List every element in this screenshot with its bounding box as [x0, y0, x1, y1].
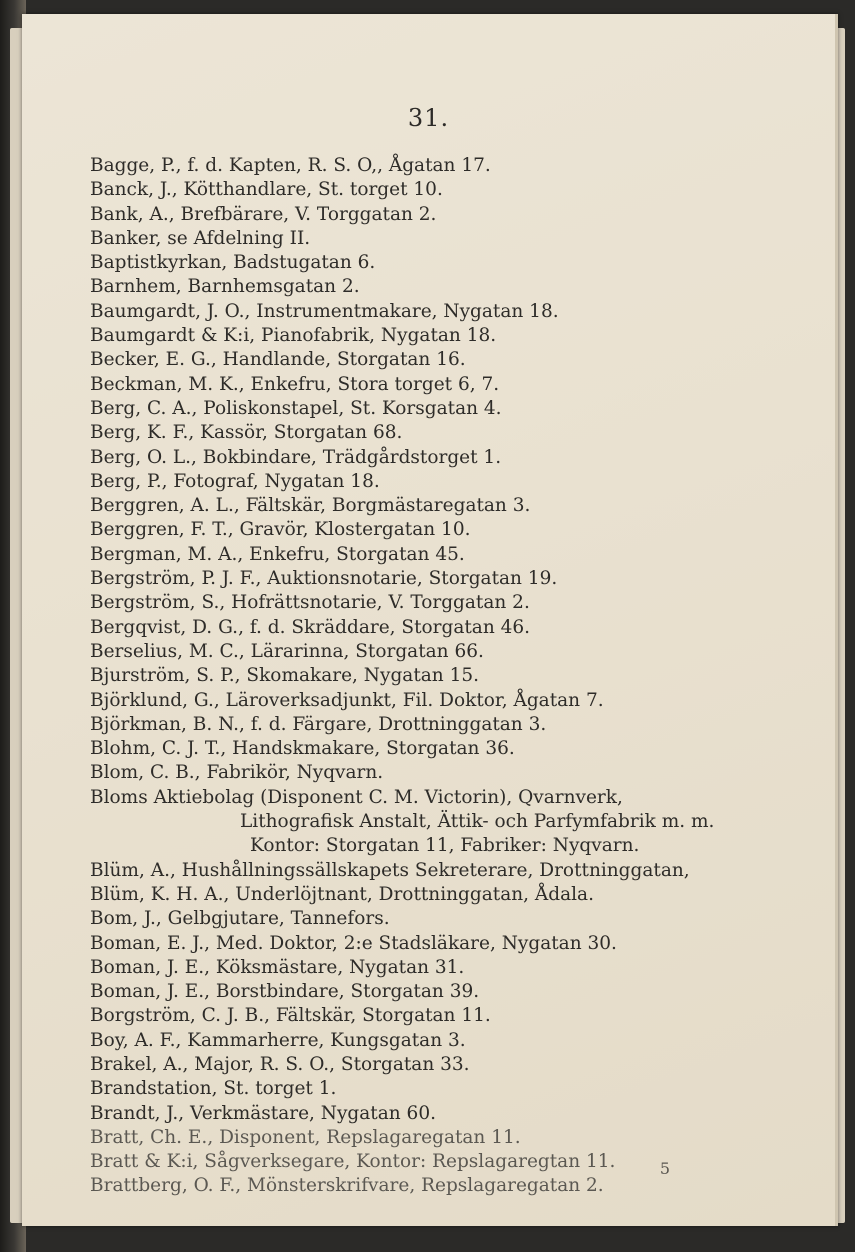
book-page — [22, 14, 838, 1226]
directory-entry: Blom, C. B., Fabrikör, Nyqvarn. — [90, 762, 384, 784]
directory-entry: Boman, J. E., Borstbindare, Storgatan 39. — [90, 981, 480, 1003]
directory-entry: Baumgardt, J. O., Instrumentmakare, Nygatan 18. — [90, 300, 559, 322]
directory-entry: Bloms Aktiebolag (Disponent C. M. Victorin), Qvarnverk, — [90, 786, 623, 808]
directory-entry: Bjurström, S. P., Skomakare, Nygatan 15. — [90, 665, 479, 687]
directory-entry: Blüm, K. H. A., Underlöjtnant, Drottninggatan, Ådala. — [90, 883, 594, 905]
directory-entry: Bergman, M. A., Enkefru, Storgatan 45. — [90, 543, 465, 565]
directory-entry: Bergqvist, D. G., f. d. Skräddare, Storgatan 46. — [90, 616, 531, 638]
directory-entry: Brandstation, St. torget 1. — [90, 1078, 337, 1100]
directory-entry: Bratt, Ch. E., Disponent, Repslagaregatan 11. — [90, 1126, 521, 1148]
signature-mark: 5 — [659, 1159, 670, 1178]
directory-entry: Baumgardt & K:i, Pianofabrik, Nygatan 18. — [90, 325, 497, 347]
directory-entry: Berg, C. A., Poliskonstapel, St. Korsgatan 4. — [90, 397, 502, 419]
directory-entry: Bom, J., Gelbgjutare, Tannefors. — [90, 908, 390, 930]
directory-entry: Boy, A. F., Kammarherre, Kungsgatan 3. — [90, 1029, 466, 1051]
directory-entry: Bergström, P. J. F., Auktionsnotarie, Storgatan 19. — [90, 568, 558, 590]
directory-entry: Brandt, J., Verkmästare, Nygatan 60. — [90, 1102, 436, 1124]
directory-entry-continuation: Kontor: Storgatan 11, Fabriker: Nyqvarn. — [250, 835, 640, 857]
directory-entry: Boman, E. J., Med. Doktor, 2:e Stadsläkare, Nygatan 30. — [90, 932, 617, 954]
directory-entry: Berggren, A. L., Fältskär, Borgmästaregatan 3. — [90, 495, 531, 517]
directory-entry: Bank, A., Brefbärare, V. Torggatan 2. — [90, 203, 437, 225]
directory-entry: Berggren, F. T., Gravör, Klostergatan 10. — [90, 519, 471, 541]
directory-entry-continuation: Lithografisk Anstalt, Ättik- och Parfymfabrik m. m. — [240, 811, 715, 833]
directory-entry: Baptistkyrkan, Badstugatan 6. — [90, 252, 376, 274]
directory-entry: Bratt & K:i, Sågverksegare, Kontor: Repslagaregtan 11. — [90, 1151, 616, 1173]
directory-entry: Becker, E. G., Handlande, Storgatan 16. — [90, 349, 466, 371]
directory-entry: Barnhem, Barnhemsgatan 2. — [90, 276, 360, 298]
directory-entry: Bergström, S., Hofrättsnotarie, V. Torggatan 2. — [90, 592, 530, 614]
directory-entry: Beckman, M. K., Enkefru, Stora torget 6, 7. — [90, 373, 500, 395]
directory-entry: Berselius, M. C., Lärarinna, Storgatan 66. — [90, 640, 484, 662]
directory-entry: Björklund, G., Läroverksadjunkt, Fil. Doktor, Ågatan 7. — [90, 689, 604, 711]
directory-entry: Bagge, P., f. d. Kapten, R. S. O,, Ågatan 17. — [90, 155, 491, 176]
directory-entry: Björkman, B. N., f. d. Färgare, Drottninggatan 3. — [90, 713, 547, 735]
directory-entry: Banck, J., Kötthandlare, St. torget 10. — [90, 179, 443, 201]
directory-entry: Borgström, C. J. B., Fältskär, Storgatan 11. — [90, 1005, 491, 1027]
page-number: 31. — [407, 104, 450, 132]
directory-entry: Banker, se Afdelning II. — [90, 227, 311, 249]
directory-entry: Blüm, A., Hushållningssällskapets Sekreterare, Drottninggatan, — [90, 859, 690, 881]
directory-entry: Berg, P., Fotograf, Nygatan 18. — [90, 470, 380, 492]
directory-entry: Blohm, C. J. T., Handskmakare, Storgatan 36. — [90, 738, 515, 760]
directory-entry: Berg, O. L., Bokbindare, Trädgårdstorget 1. — [90, 446, 502, 468]
directory-entry: Boman, J. E., Köksmästare, Nygatan 31. — [90, 956, 465, 978]
directory-list — [90, 154, 810, 1199]
directory-entry: Brakel, A., Major, R. S. O., Storgatan 33. — [90, 1053, 470, 1075]
directory-entry: Berg, K. F., Kassör, Storgatan 68. — [90, 422, 403, 444]
directory-entry: Brattberg, O. F., Mönsterskrifvare, Repslagaregatan 2. — [90, 1175, 604, 1197]
